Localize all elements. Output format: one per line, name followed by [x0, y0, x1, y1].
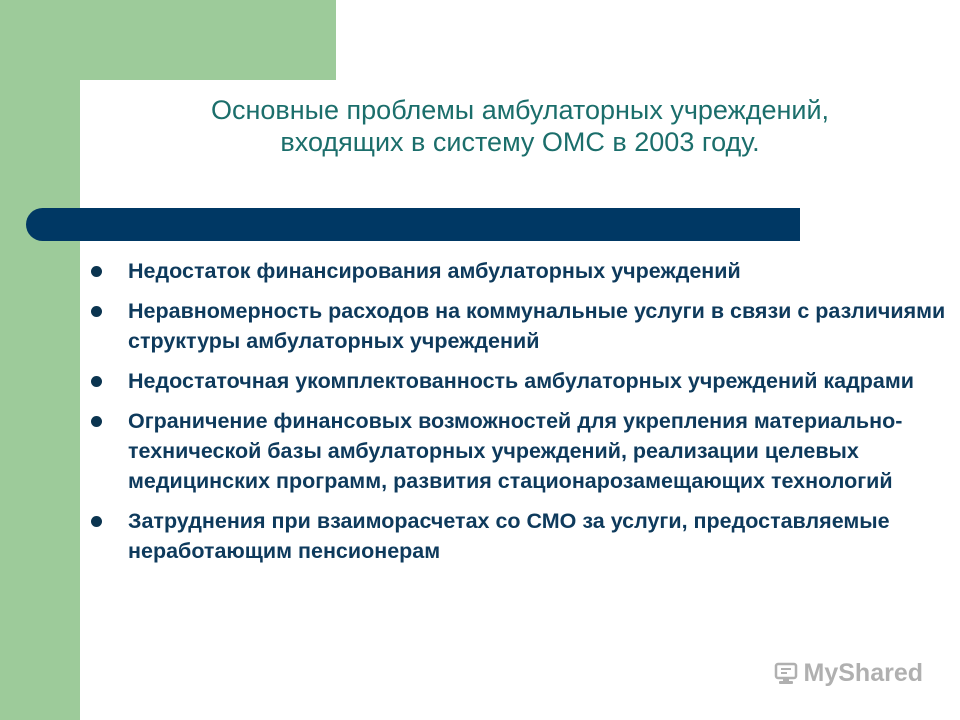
bullet-item	[80, 406, 950, 496]
bullet-text: Неравномерность расходов на коммунальные услуги в связи с различиями структуры амбулаторных учреждений	[128, 299, 946, 353]
slide-title-line-1: Основные проблемы амбулаторных учреждений,	[210, 95, 830, 125]
bullet-dot-icon	[91, 416, 102, 427]
bullet-text: Недостаточная укомплектованность амбулаторных учреждений кадрами	[128, 369, 914, 393]
bullet-item	[80, 256, 950, 286]
title-divider-bar	[26, 208, 800, 241]
bullet-dot-icon	[91, 306, 102, 317]
green-side-strip	[0, 0, 80, 720]
bullet-dot-icon	[91, 516, 102, 527]
bullet-item	[80, 296, 950, 356]
bullet-list	[80, 256, 950, 576]
bullet-text: Ограничение финансовых возможностей для укрепления материально-технической базы амбулаторных учреждений, реализации целевых медицинских программ, развития стационарозамещающих технологий	[128, 409, 903, 493]
green-top-block	[0, 0, 336, 80]
myshared-logo	[773, 660, 923, 686]
bullet-item	[80, 366, 950, 396]
bullet-text: Затруднения при взаиморасчетах со СМО за услуги, предоставляемые неработающим пенсионерам	[128, 509, 890, 563]
logo-text: MyShared	[803, 658, 923, 687]
slide-title	[80, 94, 960, 158]
bullet-text: Недостаток финансирования амбулаторных учреждений	[128, 259, 741, 283]
bullet-item	[80, 506, 950, 566]
bullet-dot-icon	[91, 266, 102, 277]
slide-title-line-2: входящих в систему ОМС в 2003 году.	[280, 127, 760, 157]
monitor-icon	[773, 660, 799, 686]
bullet-dot-icon	[91, 376, 102, 387]
